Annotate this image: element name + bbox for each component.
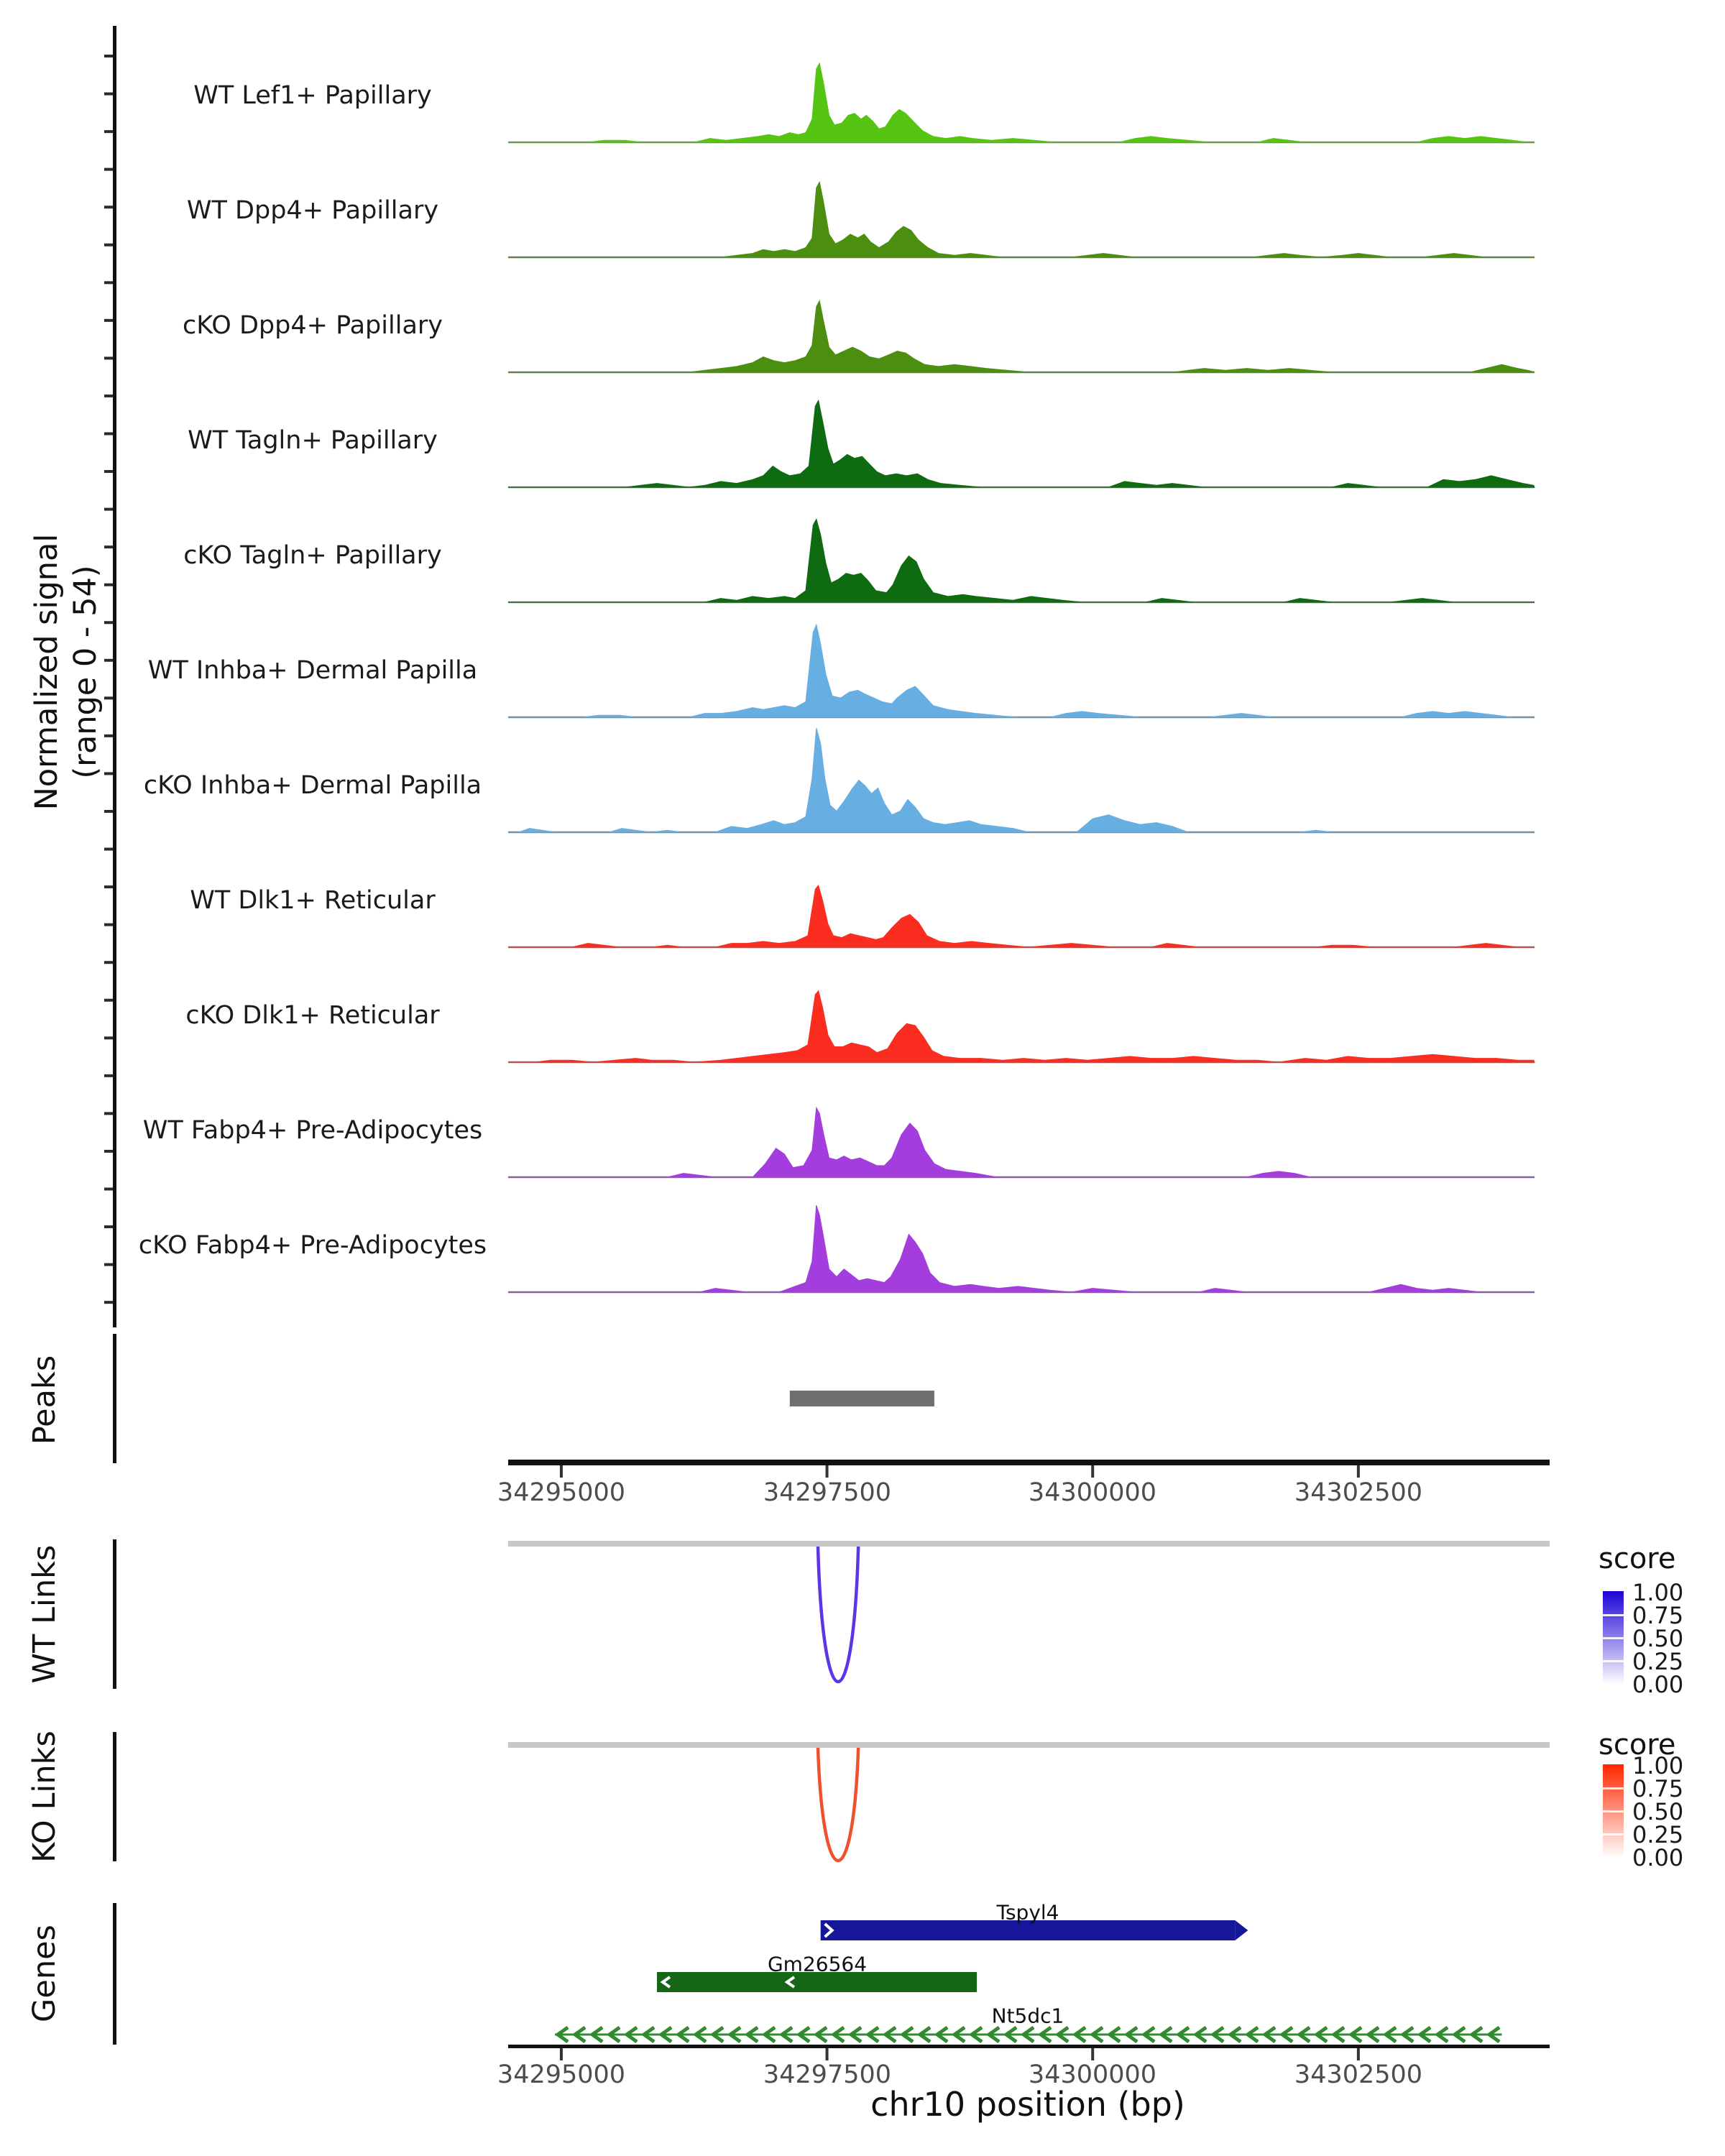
ko-score-0.00: 0.00: [1632, 1844, 1684, 1871]
y-axis-label: [27, 534, 105, 811]
ko-score-0.75: 0.75: [1632, 1775, 1684, 1802]
signal-area-10: [508, 1205, 1535, 1292]
signal-area-2: [508, 301, 1535, 372]
wt-links-baseline: [508, 1541, 1550, 1547]
x-axis-top: [508, 1460, 1550, 1465]
signal-area-5: [508, 625, 1535, 717]
ko-score-0.50: 0.50: [1632, 1798, 1684, 1825]
ko-links-axis-bar: [113, 1732, 116, 1861]
wt-score-1.00: 1.00: [1632, 1579, 1684, 1606]
wt-score-0.50: 0.50: [1632, 1625, 1684, 1652]
signal-area-1: [508, 182, 1535, 257]
track-label-cko-inhba: cKO Inhba+ Dermal Papilla: [143, 771, 482, 800]
section-label-peaks: Peaks: [27, 1355, 63, 1445]
wt-score-0.25: 0.25: [1632, 1648, 1684, 1675]
x-axis-top-tick: [560, 1465, 563, 1478]
x-axis-title: chr10 position (bp): [870, 2085, 1185, 2124]
section-label-genes: Genes: [27, 1925, 63, 2022]
y-axis-label-line2: (range 0 - 54): [68, 565, 104, 779]
x-tick-top-34295000: 34295000: [497, 1478, 626, 1507]
gene-label-nt5dc1: Nt5dc1: [991, 2004, 1064, 2028]
gene-label-tspyl4: Tspyl4: [996, 1900, 1059, 1925]
wt-score-legend-title: score: [1598, 1542, 1676, 1575]
track-label-wt-inhba: WT Inhba+ Dermal Papilla: [147, 656, 478, 685]
section-label-wt-links: WT Links: [27, 1544, 63, 1684]
gene-label-gm26564: Gm26564: [767, 1952, 868, 1976]
x-axis-bottom: [508, 2045, 1550, 2048]
signal-axis-bar: [113, 26, 116, 1327]
x-tick-bottom-34295000: 34295000: [497, 2060, 626, 2089]
wt-score-0.00: 0.00: [1632, 1671, 1684, 1698]
x-tick-top-34300000: 34300000: [1028, 1478, 1157, 1507]
ko-links-baseline: [508, 1742, 1550, 1748]
track-label-wt-dpp4: WT Dpp4+ Papillary: [186, 196, 439, 225]
signal-area-0: [508, 63, 1535, 142]
wt-score-gradient-tick: [1603, 1660, 1624, 1662]
x-axis-top-tick: [1091, 1465, 1094, 1478]
x-axis-top-tick: [826, 1465, 829, 1478]
signal-area-6: [508, 728, 1535, 832]
ko-link-arc: [818, 1748, 858, 1861]
track-label-wt-dlk1: WT Dlk1+ Reticular: [190, 886, 436, 915]
track-label-cko-dlk1: cKO Dlk1+ Reticular: [185, 1001, 440, 1030]
x-tick-bottom-34300000: 34300000: [1028, 2060, 1157, 2089]
peaks-axis-bar: [113, 1334, 116, 1463]
genes-axis-bar: [113, 1903, 116, 2045]
x-axis-bottom-tick: [1357, 2048, 1360, 2060]
wt-score-gradient-tick: [1603, 1614, 1624, 1616]
ko-score-gradient-tick: [1603, 1833, 1624, 1835]
signal-area-9: [508, 1107, 1535, 1177]
section-label-ko-links: KO Links: [27, 1731, 63, 1863]
ko-score-gradient-tick: [1603, 1810, 1624, 1812]
track-label-cko-tagln: cKO Tagln+ Papillary: [183, 541, 442, 570]
x-tick-bottom-34302500: 34302500: [1294, 2060, 1423, 2089]
x-axis-bottom-tick: [1091, 2048, 1094, 2060]
ko-score-gradient-tick: [1603, 1787, 1624, 1789]
gene-arrowhead-tspyl4: [1235, 1920, 1248, 1940]
x-tick-bottom-34297500: 34297500: [763, 2060, 892, 2089]
signal-area-8: [508, 991, 1535, 1062]
peak-region-bar: [790, 1391, 934, 1406]
x-axis-bottom-tick: [560, 2048, 563, 2060]
wt-links-axis-bar: [113, 1539, 116, 1689]
signal-area-7: [508, 885, 1535, 947]
signal-area-3: [508, 400, 1535, 487]
wt-link-arc: [818, 1547, 858, 1682]
wt-score-gradient-tick: [1603, 1637, 1624, 1639]
y-axis-label-line1: Normalized signal: [29, 533, 65, 811]
track-label-cko-dpp4: cKO Dpp4+ Papillary: [183, 311, 443, 340]
ko-score-legend-title: score: [1598, 1728, 1676, 1761]
signal-area-4: [508, 520, 1535, 603]
track-label-wt-fabp4: WT Fabp4+ Pre-Adipocytes: [142, 1116, 483, 1145]
ko-score-0.25: 0.25: [1632, 1821, 1684, 1848]
ko-score-1.00: 1.00: [1632, 1752, 1684, 1779]
wt-score-0.75: 0.75: [1632, 1602, 1684, 1629]
track-label-wt-lef1: WT Lef1+ Papillary: [193, 81, 432, 110]
x-axis-bottom-tick: [826, 2048, 829, 2060]
track-label-cko-fabp4: cKO Fabp4+ Pre-Adipocytes: [138, 1231, 487, 1260]
x-tick-top-34302500: 34302500: [1294, 1478, 1423, 1507]
track-label-wt-tagln: WT Tagln+ Papillary: [188, 426, 438, 455]
x-tick-top-34297500: 34297500: [763, 1478, 892, 1507]
x-axis-top-tick: [1357, 1465, 1360, 1478]
